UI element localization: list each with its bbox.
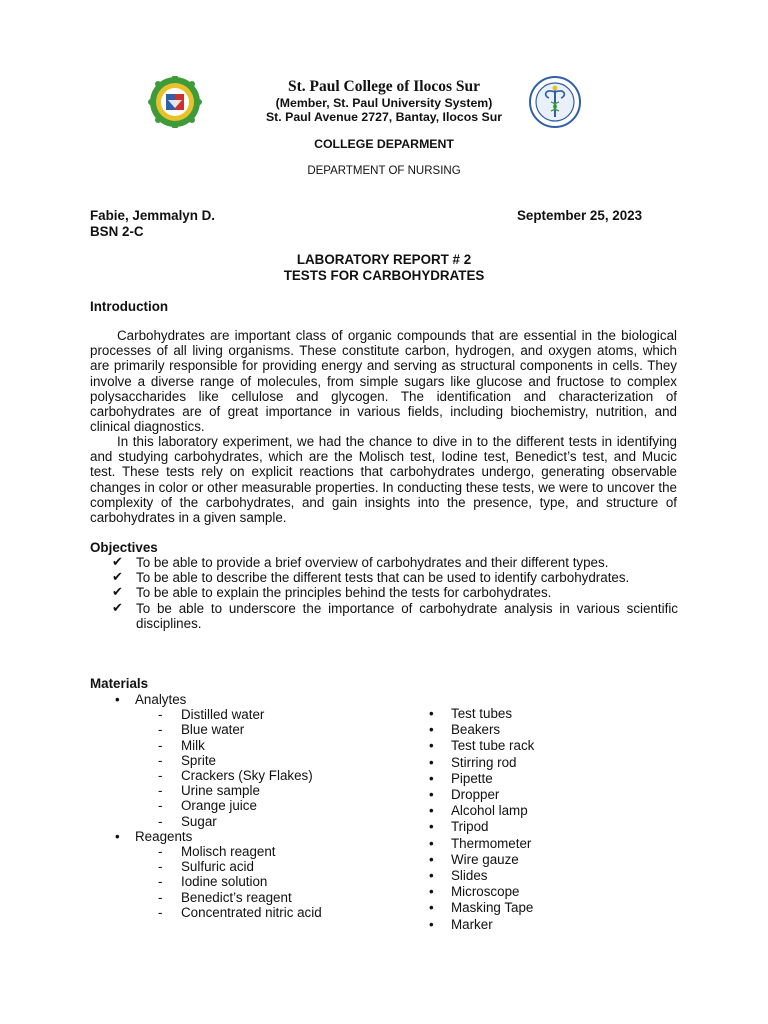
list-item	[429, 917, 649, 933]
introduction-paragraph: Carbohydrates are important class of organic compounds that are essential in the biological processes of all living organisms. These constitute carbon, hydrogen, and oxygen atoms, which are primarily responsible for providing energy and serving as structural components in cells. They involve a diverse range of molecules, from simple sugars like glucose and fructose to complex polysaccharides like cellulose and glycogen. The identification and characterization of carbohydrates are of great importance in various fields, including biochemistry, nutrition, and clinical diagnostics.	[90, 328, 677, 435]
materials-heading: Materials	[90, 676, 149, 691]
objective-item	[112, 555, 678, 570]
dash-icon: -	[158, 813, 163, 829]
bullet-icon: •	[429, 754, 434, 770]
bullet-icon: •	[115, 828, 120, 844]
college-seal-graphic	[148, 76, 202, 128]
list-item	[429, 771, 649, 787]
bullet-icon: •	[429, 884, 434, 900]
equipment-text: Test tube rack	[451, 738, 535, 754]
bullet-icon: •	[429, 738, 434, 754]
dash-icon: -	[158, 722, 163, 738]
dash-icon: -	[158, 844, 163, 860]
analytes-list	[115, 707, 415, 829]
college-department: COLLEGE DEPARMENT	[314, 137, 454, 151]
analyte-text: Sprite	[181, 752, 216, 768]
bullet-icon: •	[115, 692, 120, 707]
college-seal-logo	[146, 76, 204, 128]
bullet-icon: •	[429, 770, 434, 786]
list-item	[429, 819, 649, 835]
objective-text: To be able to explain the principles behind the tests for carbohydrates.	[136, 585, 552, 601]
reagent-text: Benedict’s reagent	[181, 889, 292, 905]
equipment-text: Masking Tape	[451, 900, 534, 916]
equipment-text: Stirring rod	[451, 754, 517, 770]
equipment-text: Dropper	[451, 787, 500, 803]
department-name: DEPARTMENT OF NURSING	[307, 165, 461, 177]
report-number: LABORATORY REPORT # 2	[296, 252, 472, 267]
dash-icon: -	[158, 859, 163, 875]
list-item	[115, 753, 415, 768]
list-item	[115, 722, 415, 737]
check-icon: ✔	[112, 600, 123, 616]
analytes-category	[115, 692, 415, 707]
bullet-icon: •	[429, 819, 434, 835]
reagent-text: Iodine solution	[181, 874, 268, 890]
analyte-text: Urine sample	[181, 783, 260, 799]
equipment-text: Thermometer	[451, 835, 532, 851]
list-item	[429, 722, 649, 738]
dash-icon: -	[158, 768, 163, 784]
analyte-text: Milk	[181, 737, 205, 753]
objective-item	[112, 601, 678, 631]
analyte-text: Crackers (Sky Flakes)	[181, 768, 313, 784]
list-item	[429, 884, 649, 900]
dash-icon: -	[158, 752, 163, 768]
bullet-icon: •	[429, 835, 434, 851]
equipment-text: Marker	[451, 916, 493, 932]
reagents-category	[115, 829, 415, 844]
list-item	[115, 783, 415, 798]
list-item	[115, 874, 415, 889]
objective-item	[112, 570, 678, 585]
reagent-text: Sulfuric acid	[181, 859, 254, 875]
list-item	[115, 738, 415, 753]
dash-icon: -	[158, 783, 163, 799]
introduction-paragraph: In this laboratory experiment, we had the chance to dive in to the different tests in identifying and studying carbohydrates, which are the Molisch test, Iodine test, Benedict’s test, and Mucic test. These tests rely on explicit reactions that carbohydrates undergo, generating observable changes in color or other measurable properties. In conducting these tests, we were to uncover the complexity of the carbohydrates, and gain insights into the presence, type, and structure of carbohydrates in a given sample.	[90, 434, 677, 526]
equipment-text: Slides	[451, 868, 488, 884]
dash-icon: -	[158, 904, 163, 920]
equipment-text: Pipette	[451, 770, 493, 786]
report-title-block	[0, 252, 768, 283]
bullet-icon: •	[429, 900, 434, 916]
list-item	[115, 814, 415, 829]
check-icon: ✔	[112, 555, 123, 570]
objectives-heading: Objectives	[90, 540, 158, 555]
list-item	[429, 803, 649, 819]
college-address: St. Paul Avenue 2727, Bantay, Ilocos Sur	[265, 110, 502, 124]
dash-icon: -	[158, 889, 163, 905]
list-item	[115, 859, 415, 874]
equipment-text: Test tubes	[451, 706, 513, 721]
category-label: Analytes	[135, 692, 187, 707]
bullet-icon: •	[429, 803, 434, 819]
category-label: Reagents	[135, 828, 193, 844]
objective-text: To be able to provide a brief overview of carbohydrates and their different types.	[136, 555, 609, 570]
list-item	[429, 706, 649, 722]
analyte-text: Distilled water	[181, 707, 265, 723]
equipment-text: Wire gauze	[451, 851, 519, 867]
bullet-icon: •	[429, 868, 434, 884]
reagent-text: Concentrated nitric acid	[181, 904, 322, 920]
analyte-text: Blue water	[181, 722, 245, 738]
equipment-text: Beakers	[451, 722, 501, 738]
list-item	[429, 787, 649, 803]
equipment-text: Microscope	[451, 884, 520, 900]
introduction-heading: Introduction	[90, 299, 169, 314]
list-item	[115, 890, 415, 905]
list-item	[115, 798, 415, 813]
check-icon: ✔	[112, 585, 123, 601]
bullet-icon: •	[429, 851, 434, 867]
reagents-list	[115, 844, 415, 920]
equipment-list	[429, 706, 649, 933]
list-item	[429, 852, 649, 868]
dash-icon: -	[158, 707, 163, 723]
bullet-icon: •	[429, 916, 434, 932]
college-name: St. Paul College of Ilocos Sur	[287, 78, 481, 95]
bullet-icon: •	[429, 722, 434, 738]
list-item	[429, 738, 649, 754]
member-line: (Member, St. Paul University System)	[275, 96, 493, 110]
list-item	[115, 707, 415, 722]
reagent-text: Molisch reagent	[181, 844, 276, 860]
check-icon: ✔	[112, 570, 123, 586]
list-item	[115, 844, 415, 859]
list-item	[429, 755, 649, 771]
objectives-list	[112, 555, 678, 631]
objective-item	[112, 585, 678, 600]
analyte-text: Orange juice	[181, 798, 257, 814]
equipment-text: Tripod	[451, 819, 489, 835]
equipment-text: Alcohol lamp	[451, 803, 528, 819]
student-name: Fabie, Jemmalyn D.	[90, 208, 216, 223]
dash-icon: -	[158, 737, 163, 753]
list-item	[429, 900, 649, 916]
bullet-icon: •	[429, 706, 434, 721]
list-item	[429, 836, 649, 852]
objective-text: To be able to describe the different tests that can be used to identify carbohydrates.	[136, 570, 630, 586]
list-item	[115, 768, 415, 783]
bullet-icon: •	[429, 787, 434, 803]
report-date: September 25, 2023	[517, 208, 643, 223]
dash-icon: -	[158, 874, 163, 890]
materials-left-column	[115, 692, 415, 920]
analyte-text: Sugar	[181, 813, 217, 829]
objective-text: To be able to underscore the importance of carbohydrate analysis in various scientific disciplines.	[136, 600, 678, 631]
list-item	[429, 868, 649, 884]
document-header	[200, 78, 568, 124]
report-title: TESTS FOR CARBOHYDRATES	[283, 267, 485, 283]
list-item	[115, 905, 415, 920]
dash-icon: -	[158, 798, 163, 814]
student-section: BSN 2-C	[90, 224, 144, 239]
